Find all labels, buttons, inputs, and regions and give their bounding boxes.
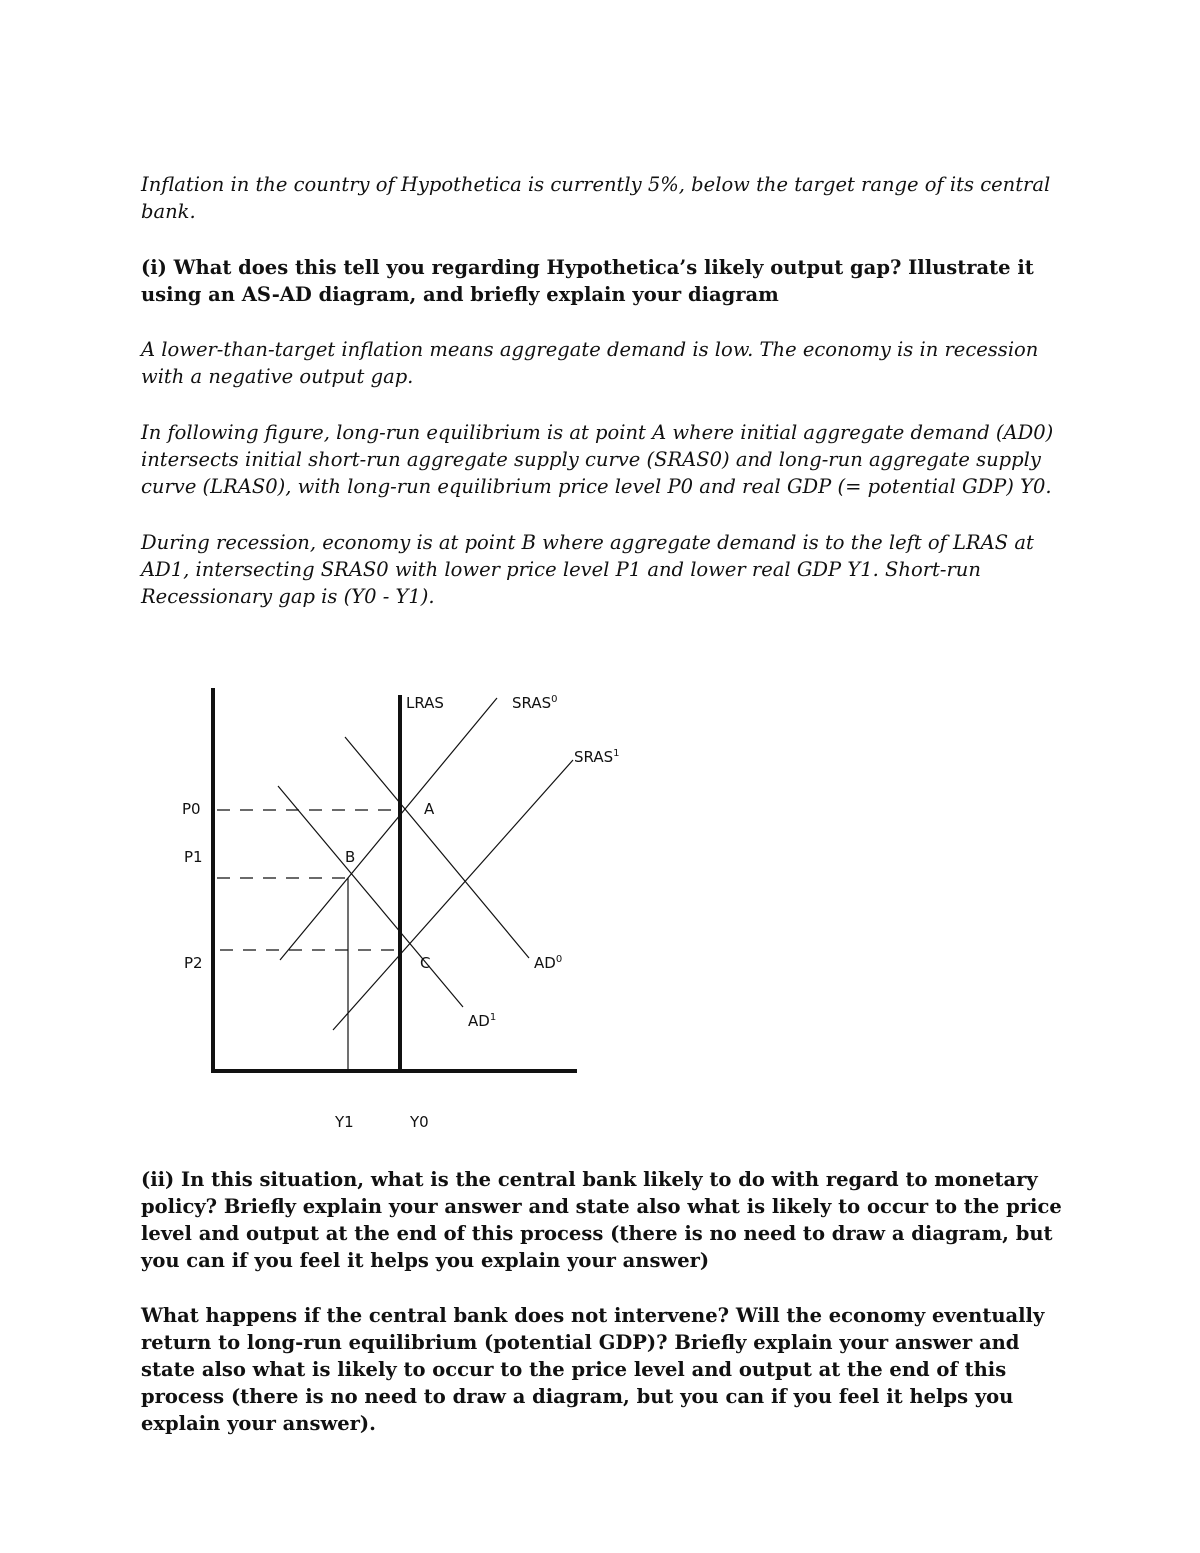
p2-label: P2 xyxy=(184,954,203,972)
question-2: (ii) In this situation, what is the central bank likely to do with regard to monetary policy? Briefly explain your answer and state also what is likely to occur to the price level and output at the end of this process (there is no need to draw a diagram, but you can if you feel it helps you explain your answer) xyxy=(141,1168,1062,1272)
sras1-label: SRAS$^1$ xyxy=(574,748,620,766)
ad0-label: $AD^0$ xyxy=(534,954,563,972)
point-a-label: A xyxy=(424,800,435,818)
answer-1-paragraph-1: A lower-than-target inflation means aggregate demand is low. The economy is in recession with a negative output gap. xyxy=(141,338,1039,388)
intro-paragraph: Inflation in the country of Hypothetica is currently 5%, below the target range of its central bank. xyxy=(141,173,1051,223)
as-ad-diagram xyxy=(170,680,670,1140)
answer-1-paragraph-3: During recession, economy is at point B where aggregate demand is to the left of LRAS at AD1, intersecting SRAS0 with lower price level P1 and lower real GDP Y1. Short-run Recessionary gap is (Y0 - Y1). xyxy=(141,531,1034,608)
point-c-label: C xyxy=(420,954,431,972)
lras-label: LRAS xyxy=(406,694,444,712)
sras0-label: SRAS$^0$ xyxy=(512,694,558,712)
sras0-curve xyxy=(280,698,497,960)
point-b-label: B xyxy=(345,848,356,866)
y0-label: Y0 xyxy=(410,1113,429,1131)
answer-1-paragraph-2: In following figure, long-run equilibrium is at point A where initial aggregate demand (AD0) intersects initial short-run aggregate supply curve (SRAS0) and long-run aggregate supply curve (LRAS0), with long-run equilibrium price level P0 and real GDP (= potential GDP) Y0. xyxy=(141,421,1054,498)
y1-label: Y1 xyxy=(335,1113,354,1131)
question-1: (i) What does this tell you regarding Hypothetica’s likely output gap? Illustrate it using an AS-AD diagram, and briefly explain your diagram xyxy=(141,256,1034,306)
question-3: What happens if the central bank does not intervene? Will the economy eventually return to long-run equilibrium (potential GDP)? Briefly explain your answer and state also what is likely to occur to the price level and output at the end of this process (there is no need to draw a diagram, but you can if you feel it helps you explain your answer). xyxy=(141,1304,1045,1435)
p1-label: P1 xyxy=(184,848,203,866)
ad1-curve xyxy=(278,786,463,1007)
p0-label: P0 xyxy=(182,800,201,818)
ad1-label: $AD^1$ xyxy=(468,1012,497,1030)
